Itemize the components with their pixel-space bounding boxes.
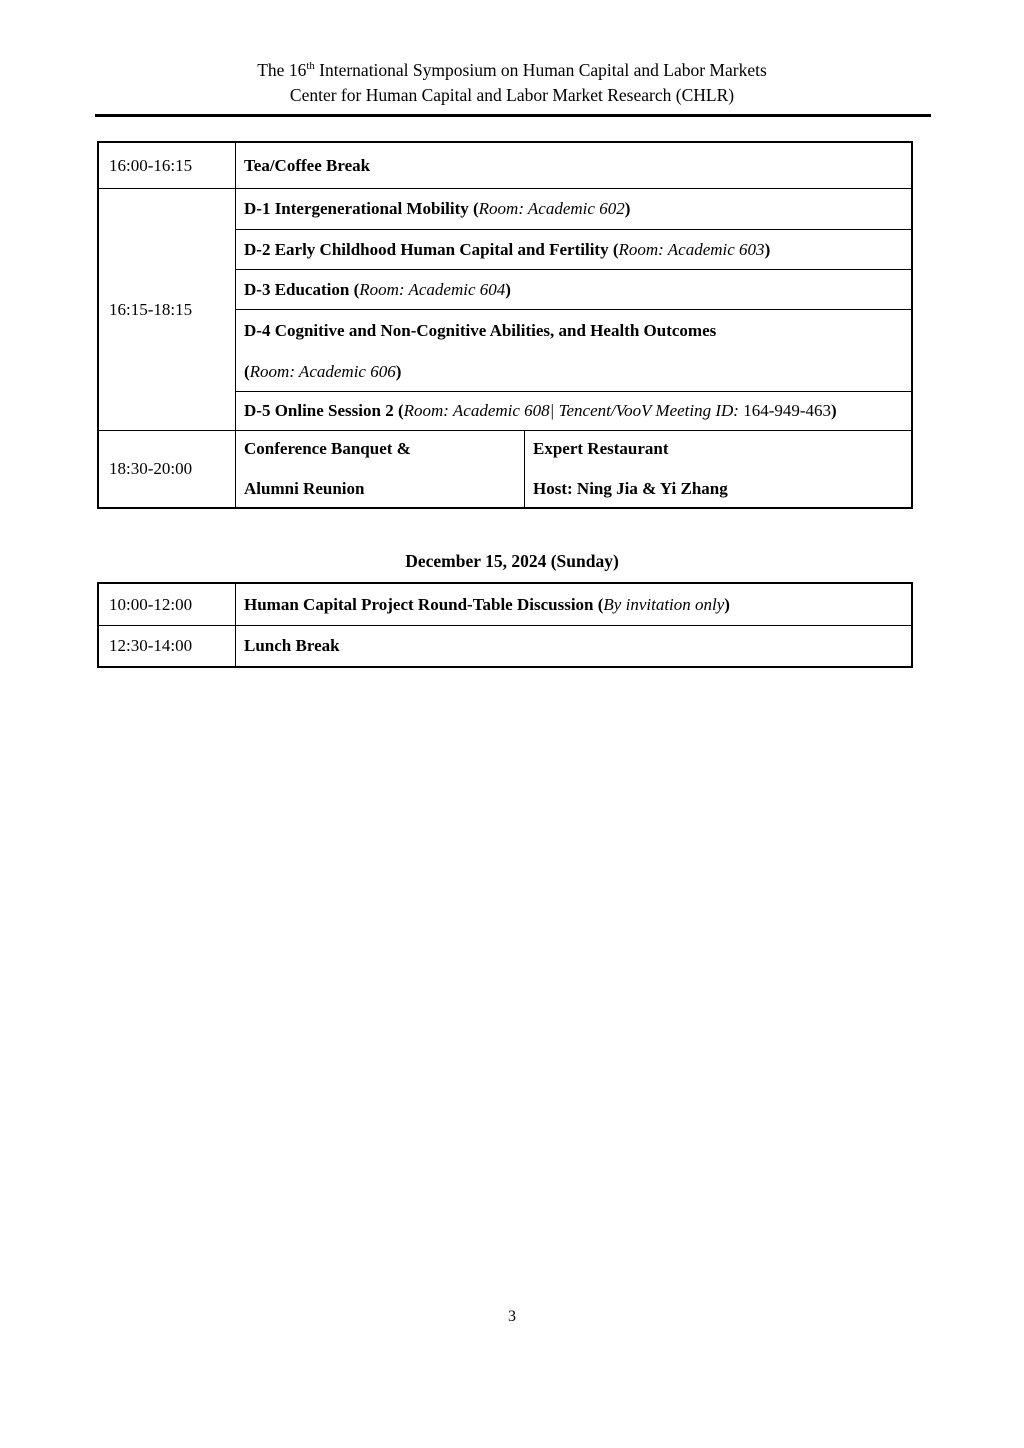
event-cell: Lunch Break bbox=[244, 636, 340, 655]
title-text-post: International Symposium on Human Capital and Labor Markets bbox=[314, 60, 767, 80]
session-cell bbox=[236, 391, 911, 430]
day2-schedule-table bbox=[97, 582, 913, 668]
time-cell: 10:00-12:00 bbox=[99, 584, 236, 625]
session-cell bbox=[236, 269, 911, 309]
time-cell: 18:30-20:00 bbox=[99, 431, 236, 507]
table-row bbox=[99, 188, 911, 430]
event-cell: Tea/Coffee Break bbox=[244, 155, 371, 175]
event-line: Alumni Reunion bbox=[244, 479, 365, 498]
event-cell bbox=[236, 584, 911, 625]
time-cell: 12:30-14:00 bbox=[99, 626, 236, 666]
session-line: D-4 Cognitive and Non-Cognitive Abilities, and Health Outcomes bbox=[244, 320, 717, 340]
table-row bbox=[99, 430, 911, 507]
document-header bbox=[0, 58, 1024, 108]
venue-line: Host: Ning Jia & Yi Zhang bbox=[533, 479, 728, 498]
session-line: Human Capital Project Round-Table Discussion (By invitation only) bbox=[244, 594, 730, 614]
table-row bbox=[99, 625, 911, 666]
session-line: D-1 Intergenerational Mobility (Room: Academic 602) bbox=[244, 199, 631, 218]
title-text-pre: The 16 bbox=[257, 60, 307, 80]
symposium-title bbox=[0, 58, 1024, 83]
page-number: 3 bbox=[508, 1308, 516, 1325]
banquet-venue-cell bbox=[525, 431, 911, 507]
venue-line: Expert Restaurant bbox=[533, 439, 669, 458]
session-line: D-3 Education (Room: Academic 604) bbox=[244, 279, 511, 299]
event-line: Conference Banquet & bbox=[244, 439, 411, 458]
title-superscript: th bbox=[306, 60, 315, 73]
time-cell: 16:00-16:15 bbox=[99, 143, 236, 188]
session-cell bbox=[236, 229, 911, 269]
time-cell: 16:15-18:15 bbox=[99, 189, 236, 430]
parallel-sessions bbox=[236, 189, 911, 430]
table-row bbox=[99, 584, 911, 625]
day2-heading: December 15, 2024 (Sunday) bbox=[405, 551, 619, 571]
session-line: D-2 Early Childhood Human Capital and Fertility (Room: Academic 603) bbox=[244, 239, 771, 259]
session-line: (Room: Academic 606) bbox=[244, 361, 402, 381]
banquet-event-cell bbox=[236, 431, 525, 507]
session-cell bbox=[236, 189, 911, 229]
session-line: D-5 Online Session 2 (Room: Academic 608| Tencent/VooV Meeting ID: 164-949-463) bbox=[244, 401, 837, 420]
table-row bbox=[99, 143, 911, 188]
session-cell bbox=[236, 309, 911, 391]
organizer-subtitle: Center for Human Capital and Labor Market Research (CHLR) bbox=[289, 85, 735, 105]
header-rule bbox=[95, 114, 931, 117]
day1-schedule-table bbox=[97, 141, 913, 509]
